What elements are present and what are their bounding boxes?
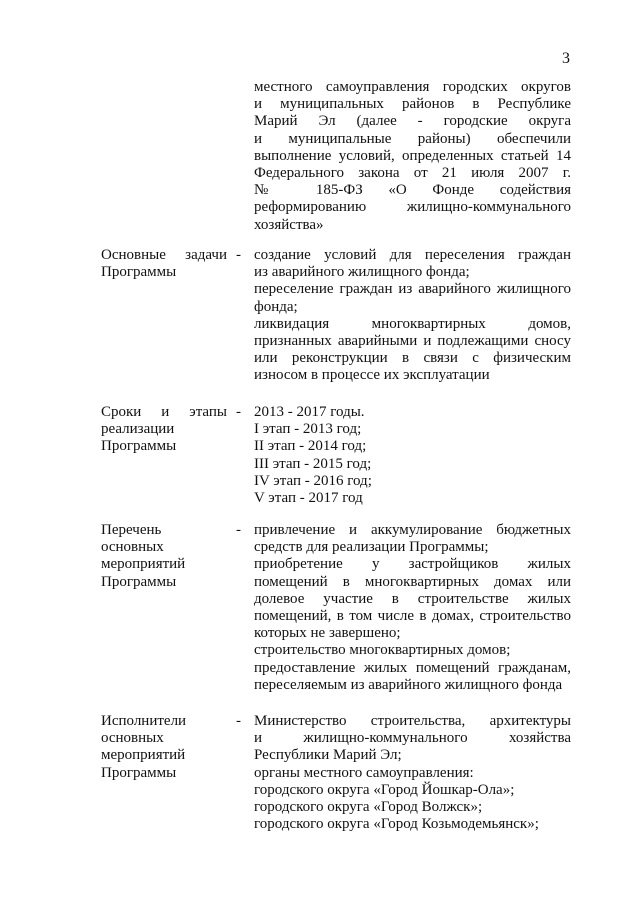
text-line: переселение граждан из аварийного жилищного (254, 281, 571, 298)
text-line: создание условий для переселения граждан (254, 247, 571, 263)
page-number: 3 (562, 50, 570, 67)
text-line: Федерального закона от 21 июля 2007 г. (254, 165, 571, 182)
text-line: признанных аварийными и подлежащими сносу (254, 333, 571, 350)
text-line: и муниципальные районы) обеспечили (254, 130, 571, 147)
text-line: привлечение и аккумулирование бюджетных (254, 522, 571, 538)
section-label (101, 713, 227, 782)
label-line: основных (101, 539, 164, 556)
text-line: долевое участие в строительстве жилых (254, 590, 571, 607)
section-label (101, 522, 227, 591)
text-line: выполнение условий, определенных статьей 14 (254, 147, 571, 164)
text-line: и муниципальных районов в Республике (254, 96, 571, 113)
text-line: II этап - 2014 год; (254, 438, 367, 455)
text-line: приобретение у застройщиков жилых (254, 556, 571, 573)
text-line: V этап - 2017 год (254, 490, 363, 507)
text-line: Республики Марий Эл; (254, 747, 402, 764)
label-line: Программы (101, 573, 177, 590)
text-line: и жилищно-коммунального хозяйства (254, 730, 571, 747)
section-label (101, 247, 227, 281)
text-line: городского округа «Город Волжск»; (254, 799, 483, 816)
label-line: Программы (101, 764, 177, 781)
text-line: или реконструкции в связи с физическим (254, 350, 571, 367)
text-line: фонда; (254, 298, 298, 315)
label-line: мероприятий (101, 556, 186, 573)
text-line: хозяйства» (254, 216, 324, 233)
text-line: 2013 - 2017 годы. (254, 404, 365, 420)
section-label (101, 404, 227, 456)
text-line: городского округа «Город Йошкар-Ола»; (254, 781, 515, 798)
section-content (254, 404, 571, 507)
text-line: Министерство строительства, архитектуры (254, 713, 571, 729)
text-line: помещений, в том числе в домах, строительство (254, 608, 571, 625)
text-line: городского округа «Город Козьмодемьянск»; (254, 816, 539, 833)
label-line: мероприятий (101, 747, 186, 764)
text-line: помещений в многоквартирных домах или (254, 573, 571, 590)
label-line: Сроки и этапы (101, 404, 227, 420)
label-line: Программы (101, 264, 177, 281)
section-content (254, 713, 571, 833)
section-content (254, 247, 571, 385)
text-line: которых не завершено; (254, 625, 401, 642)
text-line: I этап - 2013 год; (254, 421, 362, 438)
text-line: износом в процессе их эксплуатации (254, 367, 490, 384)
label-line: Исполнители (101, 713, 187, 729)
label-line: реализации (101, 421, 175, 438)
dash-separator: - (236, 404, 241, 420)
text-line: местного самоуправления городских округов (254, 79, 571, 95)
text-line: строительство многоквартирных домов; (254, 642, 511, 659)
text-line: предоставление жилых помещений гражданам, (254, 659, 571, 676)
text-line: из аварийного жилищного фонда; (254, 264, 470, 281)
label-line: основных (101, 730, 164, 747)
text-line: средств для реализации Программы; (254, 539, 489, 556)
text-line: III этап - 2015 год; (254, 455, 372, 472)
label-line: Программы (101, 438, 177, 455)
section-content (254, 522, 571, 694)
text-line: IV этап - 2016 год; (254, 472, 372, 489)
text-line: органы местного самоуправления: (254, 764, 474, 781)
text-line: реформированию жилищно-коммунального (254, 199, 571, 216)
dash-separator: - (236, 522, 241, 538)
text-line: переселяемым из аварийного жилищного фонда (254, 676, 563, 693)
text-line: № 185-ФЗ «О Фонде содействия (254, 182, 571, 199)
label-line: Основные задачи (101, 247, 227, 263)
dash-separator: - (236, 713, 241, 729)
text-line: Марий Эл (далее - городские округа (254, 113, 571, 130)
dash-separator: - (236, 247, 241, 263)
text-line: ликвидация многоквартирных домов, (254, 315, 571, 332)
intro-text (254, 79, 571, 234)
label-line: Перечень (101, 522, 162, 538)
